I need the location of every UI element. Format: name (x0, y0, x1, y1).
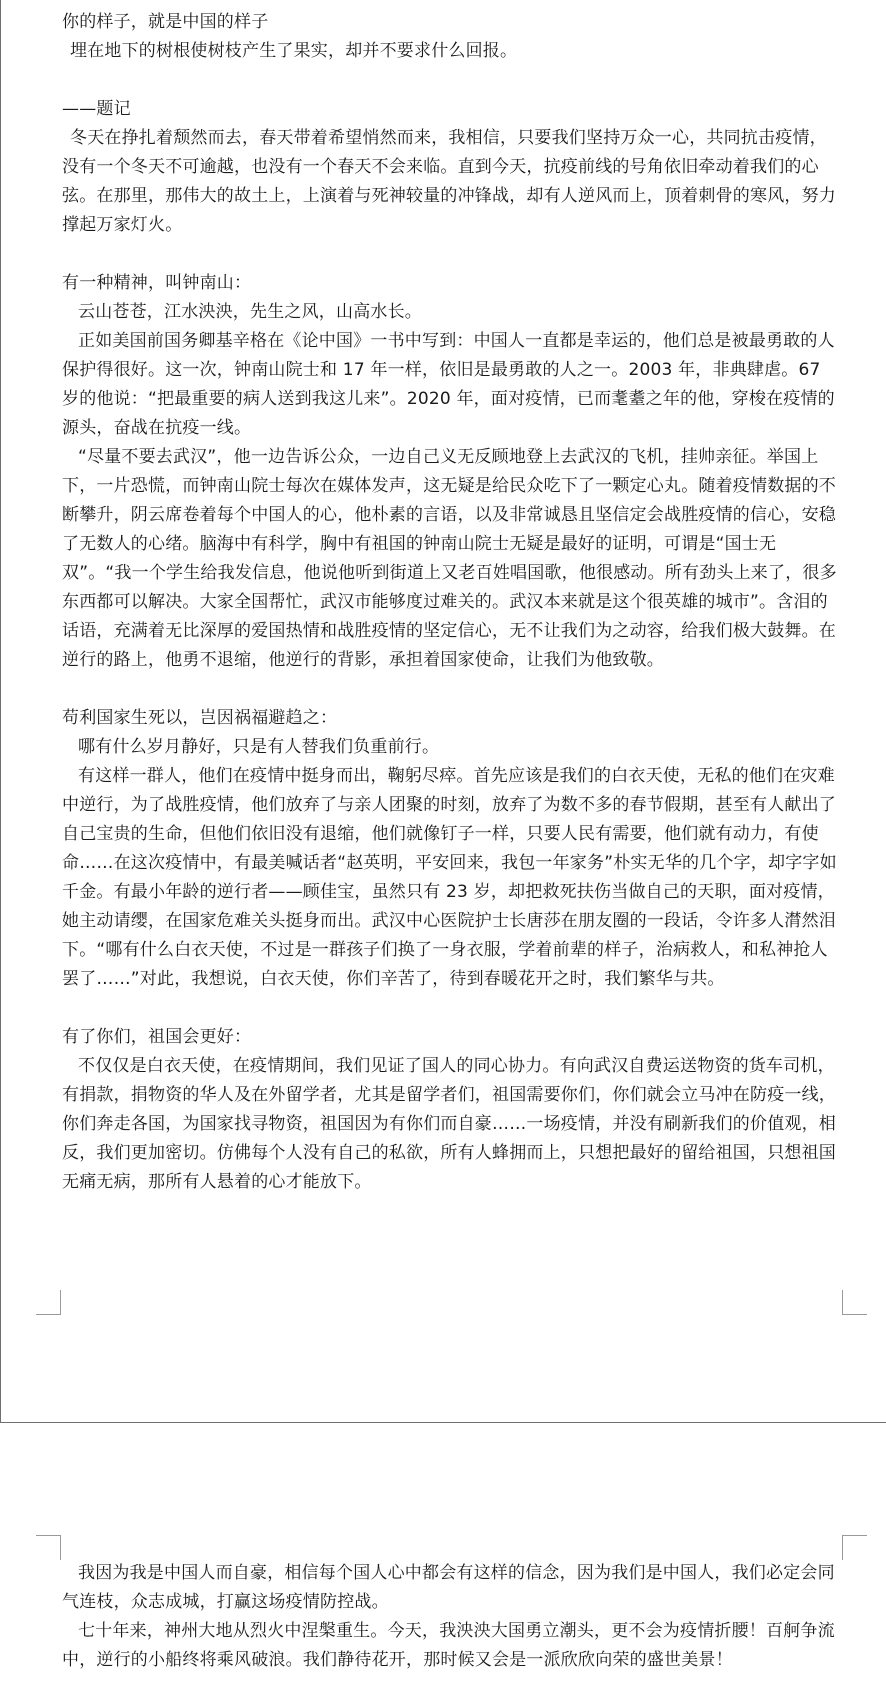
section-1-paragraph-2: “尽量不要去武汉”，他一边告诉公众，一边自己义无反顾地登上去武汉的飞机，挂帅亲征。举国上下，一片恐慌，而钟南山院士每次在媒体发声，这无疑是给民众吃下了一颗定心丸。随着疫情数据的不断攀升，阴云席卷着每个中国人的心，他朴素的言语，以及非常诚恳且坚信定会战胜疫情的信心，安稳了无数人的心绪。脑海中有科学，胸中有祖国的钟南山院士无疑是最好的证明，可谓是“国士无双”。“我一个学生给我发信息，他说他听到街道上又老百姓唱国歌，他很感动。所有劲头上来了，很多东西都可以解决。大家全国帮忙，武汉市能够度过难关的。武汉本来就是这个很英雄的城市”。含泪的话语，充满着无比深厚的爱国热情和战胜疫情的坚定信心，无不让我们为之动容，给我们极大鼓舞。在逆行的路上，他勇不退缩，他逆行的背影，承担着国家使命，让我们为他致敬。 (62, 447, 837, 670)
section-3-heading: 有了你们，祖国会更好： (62, 1027, 252, 1047)
page-2-paragraph-2: 七十年来，神州大地从烈火中涅槃重生。今天，我泱泱大国勇立潮头，更不会为疫情折腰！百舸争流中，逆行的小船终将乘风破浪。我们静待花开，那时候又会是一派欣欣向荣的盛世美景！ (62, 1621, 835, 1670)
section-1-lead: 云山苍苍，江水泱泱，先生之风，山高水长。 (78, 302, 422, 322)
epigraph-source: ——题记 (62, 99, 131, 119)
section-2-heading: 苟利国家生死以，岂因祸福避趋之： (62, 708, 338, 728)
section-2-lead: 哪有什么岁月静好，只是有人替我们负重前行。 (78, 737, 440, 757)
section-1-heading: 有一种精神，叫钟南山： (62, 273, 252, 293)
intro-paragraph: 冬天在挣扎着颓然而去，春天带着希望悄然而来，我相信，只要我们坚持万众一心，共同抗击疫情，没有一个冬天不可逾越，也没有一个春天不会来临。直到今天，抗疫前线的号角依旧牵动着我们的心弦。在那里，那伟大的故土上，上演着与死神较量的冲锋战，却有人逆风而上，顶着刺骨的寒风，努力撑起万家灯火。 (62, 128, 836, 235)
epigraph: 埋在地下的树根使树枝产生了果实，却并不要求什么回报。 (70, 41, 518, 61)
margin-corner-marker (36, 1535, 61, 1560)
page-2-paragraph-1: 我因为我是中国人而自豪，相信每个国人心中都会有这样的信念，因为我们是中国人，我们必定会同气连枝，众志成城，打赢这场疫情防控战。 (62, 1563, 835, 1612)
document-page-2 (0, 1423, 886, 1706)
page-1-content (62, 8, 840, 1197)
margin-corner-marker (842, 1290, 867, 1315)
document-title: 你的样子，就是中国的样子 (62, 12, 269, 32)
page-2-content (62, 1559, 840, 1675)
margin-corner-marker (842, 1535, 867, 1560)
section-2-paragraph-1: 有这样一群人，他们在疫情中挺身而出，鞠躬尽瘁。首先应该是我们的白衣天使，无私的他们在灾难中逆行，为了战胜疫情，他们放弃了与亲人团聚的时刻，放弃了为数不多的春节假期，甚至有人献出了自己宝贵的生命，但他们依旧没有退缩，他们就像钉子一样，只要人民有需要，他们就有动力，有使命……在这次疫情中，有最美喊话者“赵英明，平安回来，我包一年家务”朴实无华的几个字，却字字如千金。有最小年龄的逆行者——顾佳宝，虽然只有 23 岁，却把救死扶伤当做自己的天职，面对疫情，她主动请缨，在国家危难关头挺身而出。武汉中心医院护士长唐莎在朋友圈的一段话，令许多人潸然泪下。“哪有什么白衣天使，不过是一群孩子们换了一身衣服，学着前辈的样子，治病救人，和私神抢人罢了……”对此，我想说，白衣天使，你们辛苦了，待到春暖花开之时，我们繁华与共。 (62, 766, 837, 989)
section-1-paragraph-1: 正如美国前国务卿基辛格在《论中国》一书中写到：中国人一直都是幸运的，他们总是被最勇敢的人保护得很好。这一次，钟南山院士和 17 年一样，依旧是最勇敢的人之一。2003 年，非典肆虐。67 岁的他说：“把最重要的病人送到我这儿来”。2020 年，面对疫情，已而耄耋之年的他，穿梭在疫情的源头，奋战在抗疫一线。 (62, 331, 835, 438)
section-3-paragraph-1: 不仅仅是白衣天使，在疫情期间，我们见证了国人的同心协力。有向武汉自费运送物资的货车司机，有捐款，捐物资的华人及在外留学者，尤其是留学者们，祖国需要你们，你们就会立马冲在防疫一线，你们奔走各国，为国家找寻物资，祖国因为有你们而自豪……一场疫情，并没有刷新我们的价值观，相反，我们更加密切。仿佛每个人没有自己的私欲，所有人蜂拥而上，只想把最好的留给祖国，只想祖国无痛无病，那所有人悬着的心才能放下。 (62, 1056, 836, 1192)
margin-corner-marker (36, 1290, 61, 1315)
page-left-edge (0, 0, 1, 1423)
